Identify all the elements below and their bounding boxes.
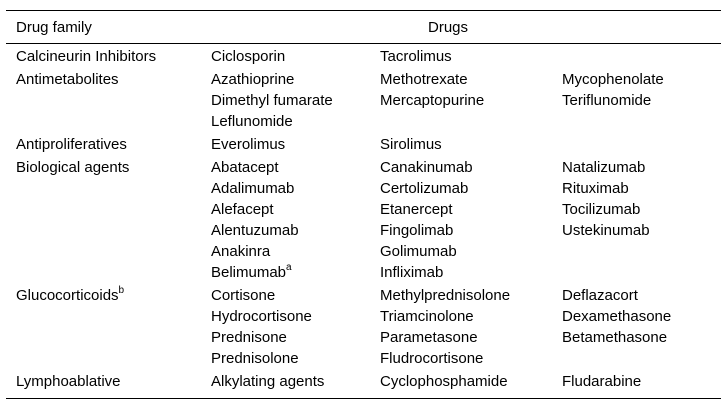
row-family: Calcineurin Inhibitors	[16, 48, 157, 65]
drug-cell-belimumab	[211, 262, 292, 283]
drug-cell: Fingolimab	[380, 222, 454, 239]
drug-cell: Triamcinolone	[380, 308, 474, 325]
drug-cell: Rituximab	[562, 180, 629, 197]
drug-cell: Mercaptopurine	[380, 92, 485, 109]
drug-cell: Tocilizumab	[562, 201, 641, 218]
row-family: Lymphoablative	[16, 373, 121, 390]
drug-cell: Alefacept	[211, 201, 274, 218]
drug-cell: Fludrocortisone	[380, 350, 484, 367]
drug-cell: Alentuzumab	[211, 222, 299, 239]
drug-cell: Prednisolone	[211, 350, 299, 367]
drug-cell: Methylprednisolone	[380, 287, 511, 304]
drug-cell: Alkylating agents	[211, 373, 325, 390]
row-family: Biological agents	[16, 159, 130, 176]
drug-cell: Everolimus	[211, 136, 286, 153]
drug-cell: Leflunomide	[211, 113, 293, 130]
drug-cell: Deflazacort	[562, 287, 638, 304]
drug-cell: Sirolimus	[380, 136, 442, 153]
drug-cell: Ustekinumab	[562, 222, 650, 239]
drug-cell: Cyclophosphamide	[380, 373, 508, 390]
drug-cell: Methotrexate	[380, 71, 468, 88]
drug-cell: Golimumab	[380, 243, 457, 260]
drug-cell: Teriflunomide	[562, 92, 652, 109]
drug-cell: Certolizumab	[380, 180, 469, 197]
family-name: Glucocorticoids	[16, 287, 119, 304]
row-family: Antimetabolites	[16, 71, 119, 88]
footnote-mark: a	[286, 262, 292, 273]
row-family-glucocorticoids	[16, 285, 124, 306]
drug-cell: Cortisone	[211, 287, 276, 304]
drug-cell: Fludarabine	[562, 373, 642, 390]
drug-cell: Infliximab	[380, 264, 444, 281]
drug-cell: Etanercept	[380, 201, 453, 218]
header-drug-family: Drug family	[16, 19, 92, 36]
table-top-rule	[6, 10, 721, 11]
drug-cell: Dimethyl fumarate	[211, 92, 333, 109]
drug-cell: Anakinra	[211, 243, 271, 260]
drug-cell: Ciclosporin	[211, 48, 286, 65]
drug-name: Belimumab	[211, 264, 287, 281]
drug-cell: Canakinumab	[380, 159, 473, 176]
drug-cell: Tacrolimus	[380, 48, 452, 65]
drug-cell: Azathioprine	[211, 71, 295, 88]
table-header-rule	[6, 43, 721, 44]
table-bottom-rule	[6, 398, 721, 399]
drug-cell: Dexamethasone	[562, 308, 672, 325]
drug-cell: Mycophenolate	[562, 71, 664, 88]
header-drugs: Drugs	[428, 19, 469, 36]
drug-cell: Hydrocortisone	[211, 308, 312, 325]
drug-cell: Natalizumab	[562, 159, 646, 176]
footnote-mark: b	[118, 285, 125, 296]
drug-cell: Prednisone	[211, 329, 287, 346]
row-family: Antiproliferatives	[16, 136, 127, 153]
drug-cell: Abatacept	[211, 159, 279, 176]
drug-cell: Betamethasone	[562, 329, 668, 346]
drug-cell: Adalimumab	[211, 180, 295, 197]
drug-cell: Parametasone	[380, 329, 478, 346]
